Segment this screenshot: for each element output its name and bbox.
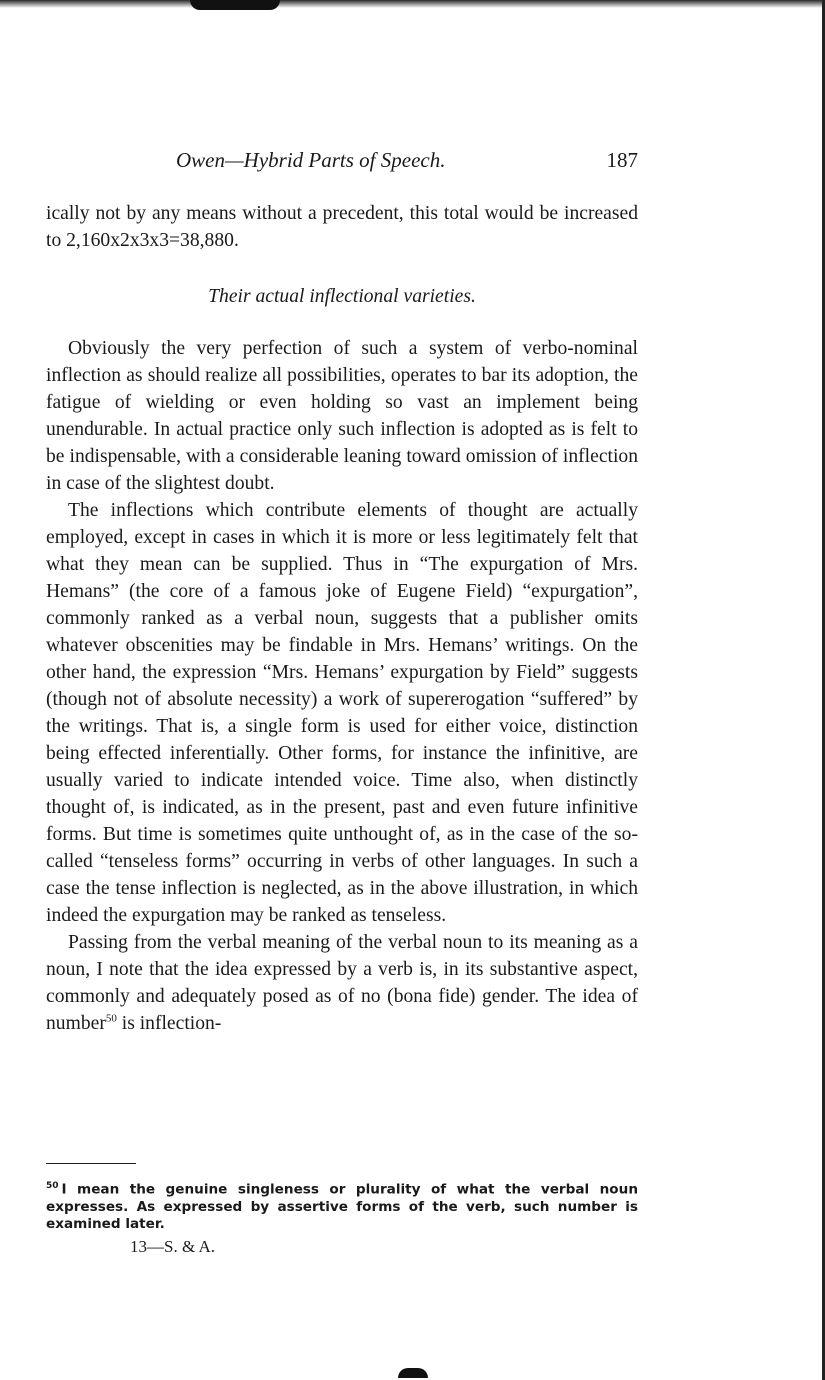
paragraph: Obviously the very perfection of such a system of verbo-nominal inflection as should realize all possibilities, operates to bar its adoption, the fatigue of wielding or even holding so vast an implement being unendurable. In actual practice only such inflection is adopted as is felt to be indispensable, with a considerable leaning toward omission of inflection in case of the slightest doubt. — [46, 338, 638, 494]
paragraph-text: Passing from the verbal meaning of the verbal noun to its meaning as a noun, I note that the idea expressed by a verb is, in its substantive aspect, commonly and adequately posed as of no (bona fide) gender. The idea of number — [46, 932, 638, 1034]
footnote-text: I mean the genuine singleness or plurality of what the verbal noun expresses. As expressed by assertive forms of the verb, such number is examined later. — [46, 1181, 638, 1232]
footnote-marker: 50 — [46, 1181, 59, 1191]
running-title: Owen—Hybrid Parts of Speech. — [176, 148, 446, 172]
signature-mark: 13—S. & A. — [130, 1237, 216, 1256]
paragraph — [46, 929, 638, 1037]
scan-binding-mark-top — [190, 0, 280, 10]
scan-top-edge — [0, 0, 825, 8]
footnote-reference: 50 — [105, 1012, 117, 1025]
footnote — [46, 1178, 638, 1233]
running-head — [46, 148, 638, 178]
page-number: 187 — [606, 148, 638, 172]
section-heading: Their actual inflectional varieties. — [208, 286, 476, 307]
continuation-paragraph: ically not by any means without a precedent, this total would be increased to 2,160x2x3x3=38,880. — [46, 203, 638, 251]
scan-binding-mark-bottom — [398, 1368, 428, 1378]
footnote-rule — [46, 1163, 136, 1164]
body-text — [46, 335, 638, 1037]
paragraph-text: is inflection- — [116, 1013, 222, 1034]
paragraph: The inflections which contribute elements of thought are actually employed, except in cases in which it is more or less legitimately felt that what they mean can be supplied. Thus in “The expurgation of Mrs. Hemans” (the core of a famous joke of Eugene Field) “expurgation”, commonly ranked as a verbal noun, suggests that a publisher omits whatever obscenities may be findable in Mrs. Hemans’ writings. On the other hand, the expression “Mrs. Hemans’ expurgation by Field” suggests (though not of absolute necessity) a work of supererogation “suffered” by the writings. That is, a single form is used for either voice, distinction being effected inferentially. Other forms, for instance the infinitive, are usually varied to indicate intended voice. Time also, when distinctly thought of, is indicated, as in the present, past and even future infinitive forms. But time is sometimes quite unthought of, as in the case of the so-called “tenseless forms” occurring in verbs of other languages. In such a case the tense inflection is neglected, as in the above illustration, in which indeed the expurgation may be ranked as tenseless. — [46, 500, 638, 926]
